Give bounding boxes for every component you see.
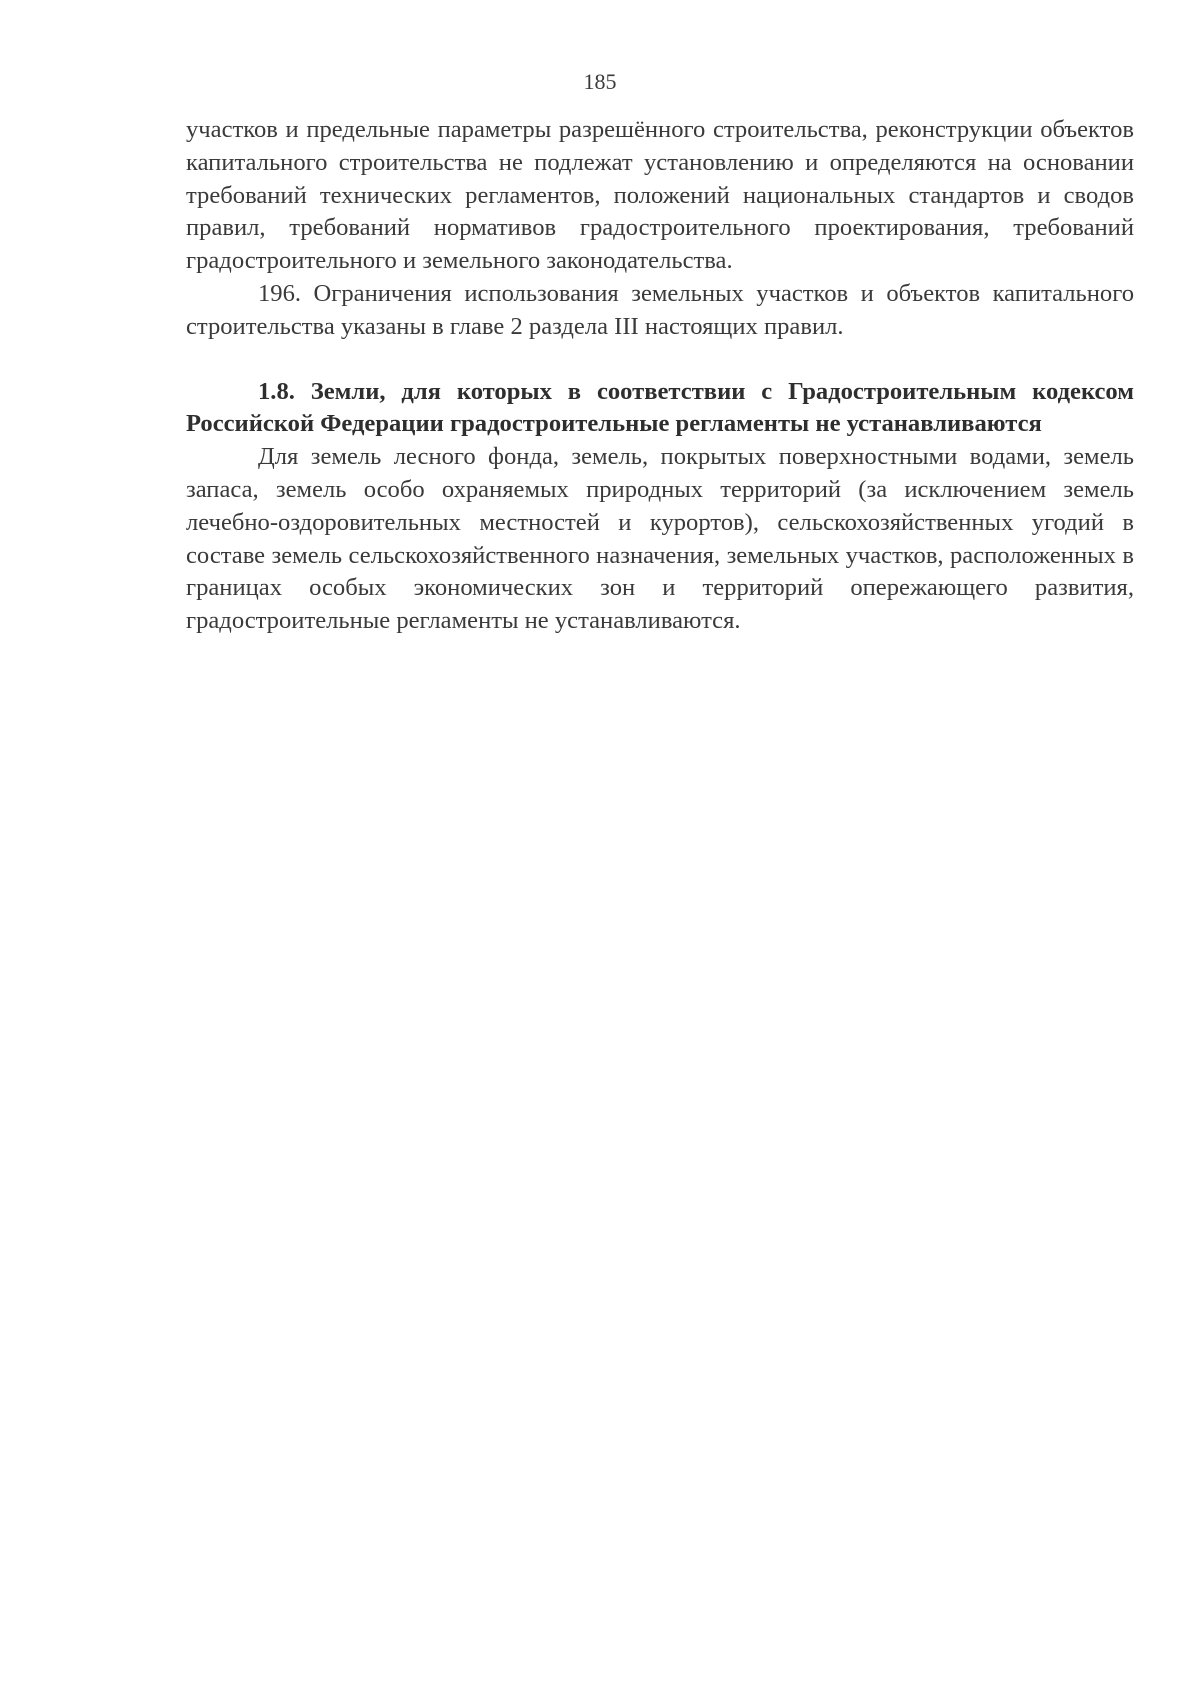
page-number: 185 [583,69,617,94]
section-1-8-body: Для земель лесного фонда, земель, покрытых поверхностными водами, земель запаса, земель особо охраняемых природных территорий (за исключением земель лечебно-оздоровительных местностей и курортов), сельскохозяйственных угодий в составе земель сельскохозяйственного назначения, земельных участков, расположенных в границах особых экономических зон и территорий опережающего развития, градостроительные регламенты не устанавливаются. [186,443,1134,635]
continuation-paragraph: участков и предельные параметры разрешённого строительства, реконструкции объектов капитального строительства не подлежат установлению и определяются на основании требований технических регламентов, положений национальных стандартов и сводов правил, требований нормативов градостроительного проектирования, требований градостроительного и земельного законодательства. [186,116,1134,275]
section-heading-1-8: 1.8. Земли, для которых в соответствии с Градостроительным кодексом Российской Федерации градостроительные регламенты не устанавливаются [186,377,1134,438]
document-body [186,114,1134,638]
paragraph-196: 196. Ограничения использования земельных участков и объектов капитального строительства указаны в главе 2 раздела III настоящих правил. [186,279,1134,340]
